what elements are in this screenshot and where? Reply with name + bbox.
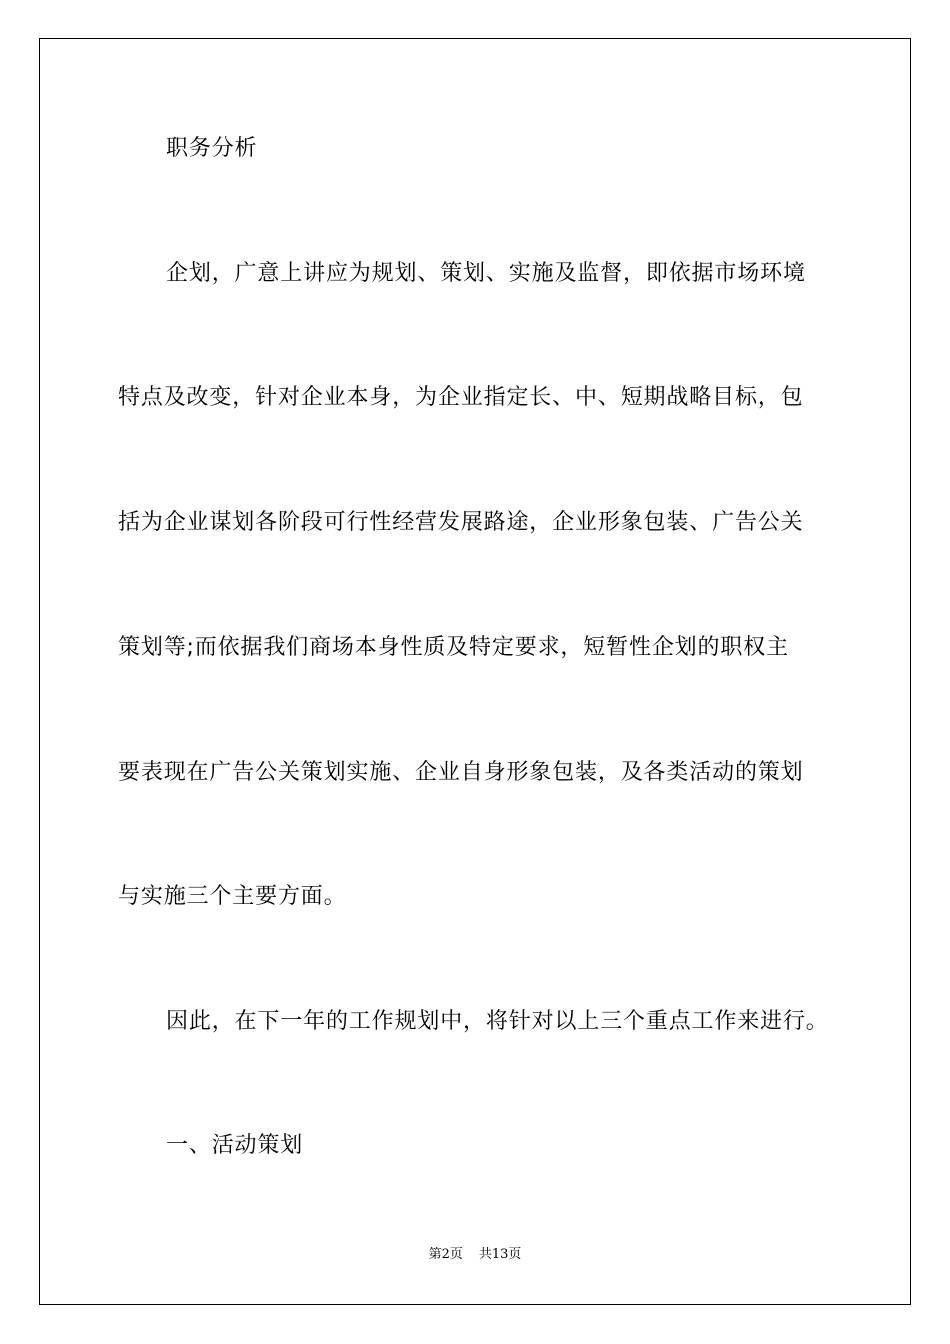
paragraph-conclusion: 因此，在下一年的工作规划中，将针对以上三个重点工作来进行。 bbox=[166, 1009, 829, 1034]
paragraph-line: 特点及改变，针对企业本身，为企业指定长、中、短期战略目标，包 bbox=[118, 385, 804, 410]
page-total: 共13页 bbox=[478, 1247, 522, 1262]
paragraph-line: 与实施三个主要方面。 bbox=[118, 884, 347, 909]
page-border bbox=[39, 38, 911, 1305]
paragraph-line: 括为企业谋划各阶段可行性经营发展路途，企业形象包装、广告公关 bbox=[118, 510, 804, 535]
paragraph-line: 要表现在广告公关策划实施、企业自身形象包装，及各类活动的策划 bbox=[118, 760, 804, 785]
heading-job-analysis: 职务分析 bbox=[166, 136, 258, 161]
page-number: 第2页 bbox=[428, 1247, 463, 1262]
paragraph-line: 企划，广意上讲应为规划、策划、实施及监督，即依据市场环境 bbox=[166, 261, 806, 286]
section-heading-activity-planning: 一、活动策划 bbox=[166, 1133, 304, 1158]
paragraph-line: 策划等;而依据我们商场本身性质及特定要求，短暂性企划的职权主 bbox=[118, 635, 789, 660]
page-footer bbox=[0, 1246, 950, 1264]
